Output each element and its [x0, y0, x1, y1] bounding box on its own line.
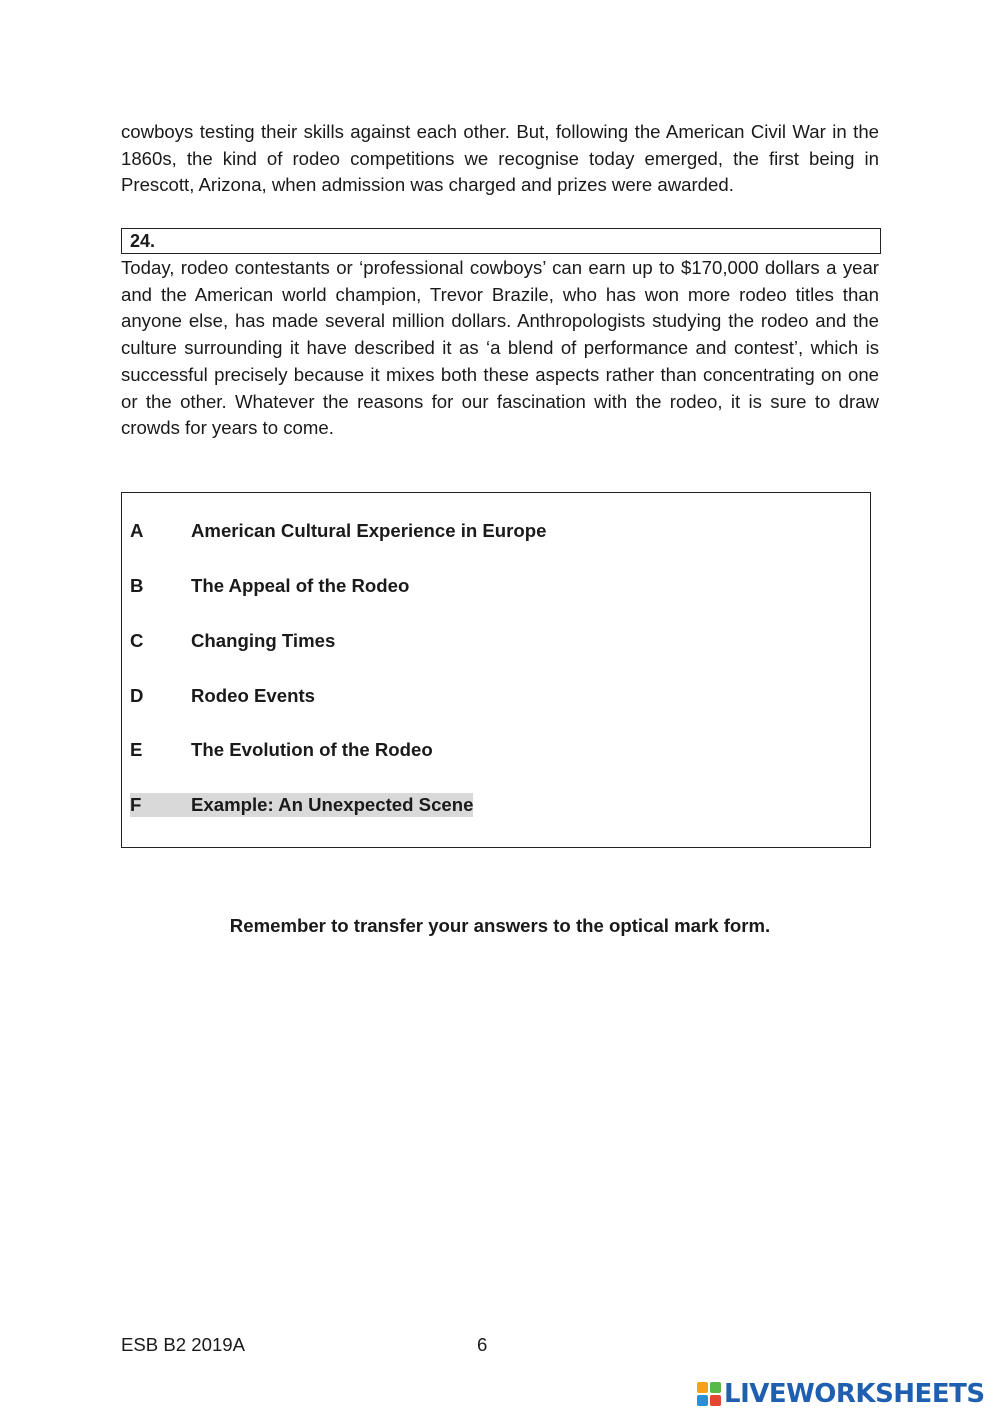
transfer-reminder: Remember to transfer your answers to the optical mark form. — [229, 915, 771, 936]
footer-page-number: 6 — [477, 1334, 488, 1355]
liveworksheets-wordmark: LIVEWORKSHEETS — [724, 1379, 985, 1409]
heading-letter: B — [130, 575, 144, 596]
heading-letter: D — [130, 685, 144, 706]
question-number-box — [121, 228, 881, 254]
logo-tile-i — [710, 1382, 721, 1393]
heading-letter: C — [130, 630, 144, 651]
heading-text: The Evolution of the Rodeo — [191, 739, 433, 760]
logo-tile-v — [697, 1395, 708, 1406]
heading-text: Example: An Unexpected Scene — [191, 794, 474, 815]
footer-exam-code: ESB B2 2019A — [121, 1334, 246, 1355]
logo-tile-l — [697, 1382, 708, 1393]
liveworksheets-logo-icon — [697, 1382, 721, 1406]
heading-text: American Cultural Experience in Europe — [191, 520, 547, 541]
heading-letter: E — [130, 739, 143, 760]
heading-letter: F — [130, 794, 142, 815]
liveworksheets-brand[interactable] — [697, 1378, 985, 1410]
heading-text: Changing Times — [191, 630, 336, 651]
question-number: 24. — [130, 231, 156, 251]
heading-text: Rodeo Events — [191, 685, 315, 706]
heading-letter: A — [130, 520, 144, 541]
headings-list — [121, 492, 871, 848]
heading-option-a — [130, 519, 546, 543]
heading-option-f-example — [130, 793, 473, 817]
heading-option-b — [130, 574, 409, 598]
heading-option-e — [130, 738, 433, 762]
heading-option-d — [130, 684, 315, 708]
heading-text: The Appeal of the Rodeo — [191, 575, 410, 596]
intro-paragraph: cowboys testing their skills against each other. But, following the American Civil War in the 1860s, the kind of rodeo competitions we recognise today emerged, the first being in Prescott, Arizona, when admission was charged and prizes were awarded. — [121, 121, 879, 196]
logo-tile-e — [710, 1395, 721, 1406]
heading-option-c — [130, 629, 335, 653]
main-paragraph: Today, rodeo contestants or ‘professional cowboys’ can earn up to $170,000 dollars a year and the American world champion, Trevor Brazile, who has won more rodeo titles than anyone else, has made several million dollars. Anthropologists studying the rodeo and the culture surrounding it have described it as ‘a blend of performance and contest’, which is successful precisely because it mixes both these aspects rather than concentrating on one or the other. Whatever the reasons for our fascination with the rodeo, it is sure to draw crowds for years to come. — [121, 257, 879, 439]
